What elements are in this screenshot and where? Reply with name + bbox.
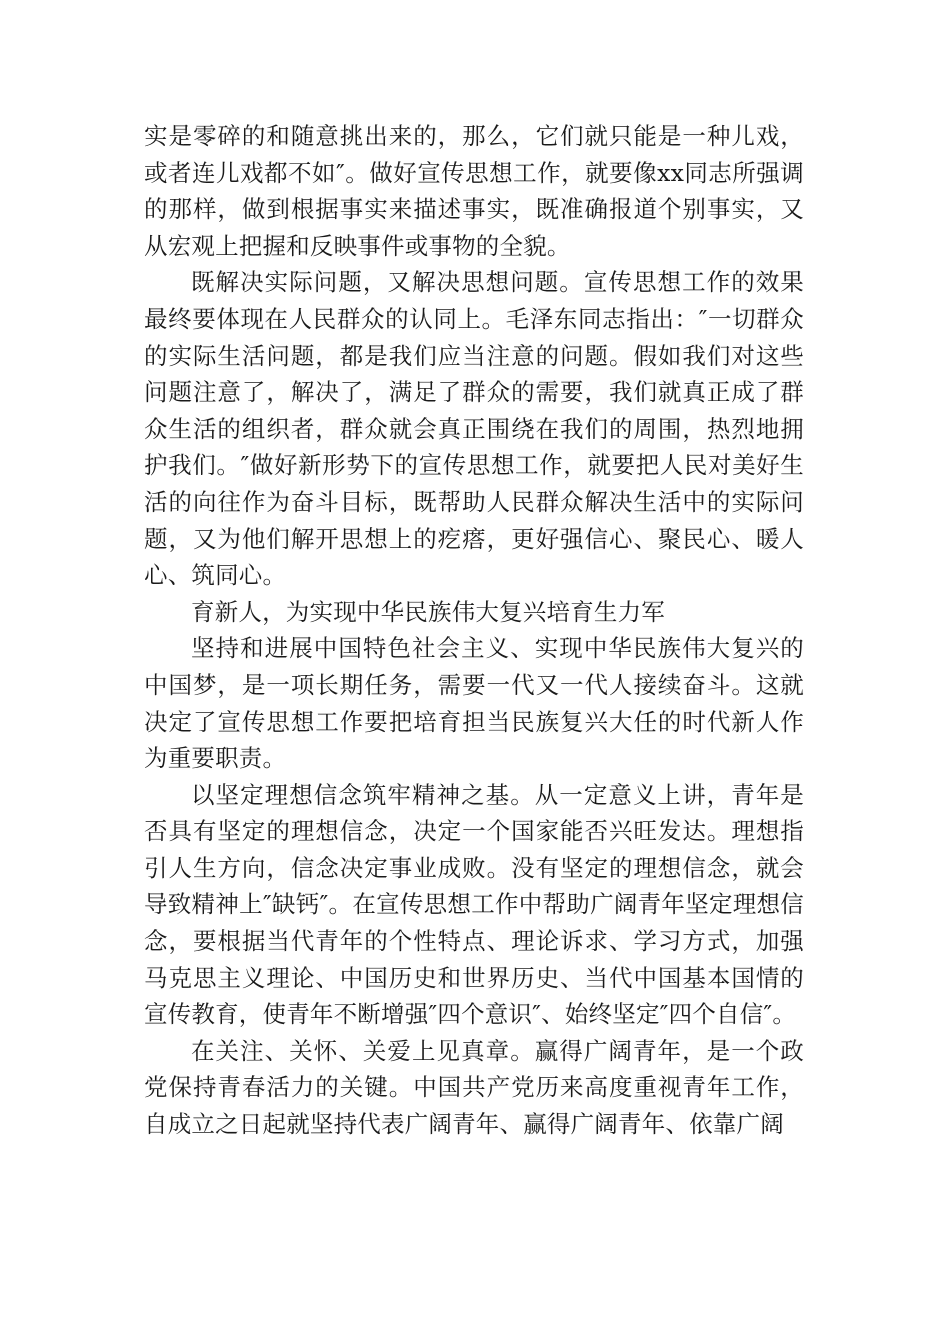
paragraph-4: 以坚定理想信念筑牢精神之基。从一定意义上讲，青年是否具有坚定的理想信念，决定一个国家能否兴旺发达。理想指引人生方向，信念决定事业成败。没有坚定的理想信念，就会导致精神上″缺钙″。在宣传思想工作中帮助广阔青年坚定理想信念，要根据当代青年的个性特点、理论诉求、学习方式，加强马克思主义理论、中国历史和世界历史、当代中国基本国情的宣传教育，使青年不断增强″四个意识″、始终坚定″四个自信″。 — [144, 780, 804, 1029]
paragraph-3: 坚持和进展中国特色社会主义、实现中华民族伟大复兴的中国梦，是一项长期任务，需要一代又一代人接续奋斗。这就决定了宣传思想工作要把培育担当民族复兴大任的时代新人作为重要职责。 — [144, 634, 804, 773]
paragraph-5: 在关注、关怀、关爱上见真章。赢得广阔青年，是一个政党保持青春活力的关键。中国共产党历来高度重视青年工作，自成立之日起就坚持代表广阔青年、赢得广阔青年、依靠广阔 — [144, 1036, 804, 1139]
paragraph-1: 实是零碎的和随意挑出来的，那么，它们就只能是一种儿戏，或者连儿戏都不如″。做好宣传思想工作，就要像xx同志所强调的那样，做到根据事实来描述事实，既准确报道个别事实，又从宏观上把握和反映事件或事物的全貌。 — [144, 122, 804, 260]
document-page — [144, 118, 804, 1143]
section-heading: 育新人，为实现中华民族伟大复兴培育生力军 — [191, 597, 665, 626]
paragraph-2: 既解决实际问题，又解决思想问题。宣传思想工作的效果最终要体现在人民群众的认同上。毛泽东同志指出：″一切群众的实际生活问题，都是我们应当注意的问题。假如我们对这些问题注意了，解决了，满足了群众的需要，我们就真正成了群众生活的组织者，群众就会真正围绕在我们的周围，热烈地拥护我们。″做好新形势下的宣传思想工作，就要把人民对美好生活的向往作为奋斗目标，既帮助人民群众解决生活中的实际问题，又为他们解开思想上的疙瘩，更好强信心、聚民心、暖人心、筑同心。 — [144, 268, 804, 590]
